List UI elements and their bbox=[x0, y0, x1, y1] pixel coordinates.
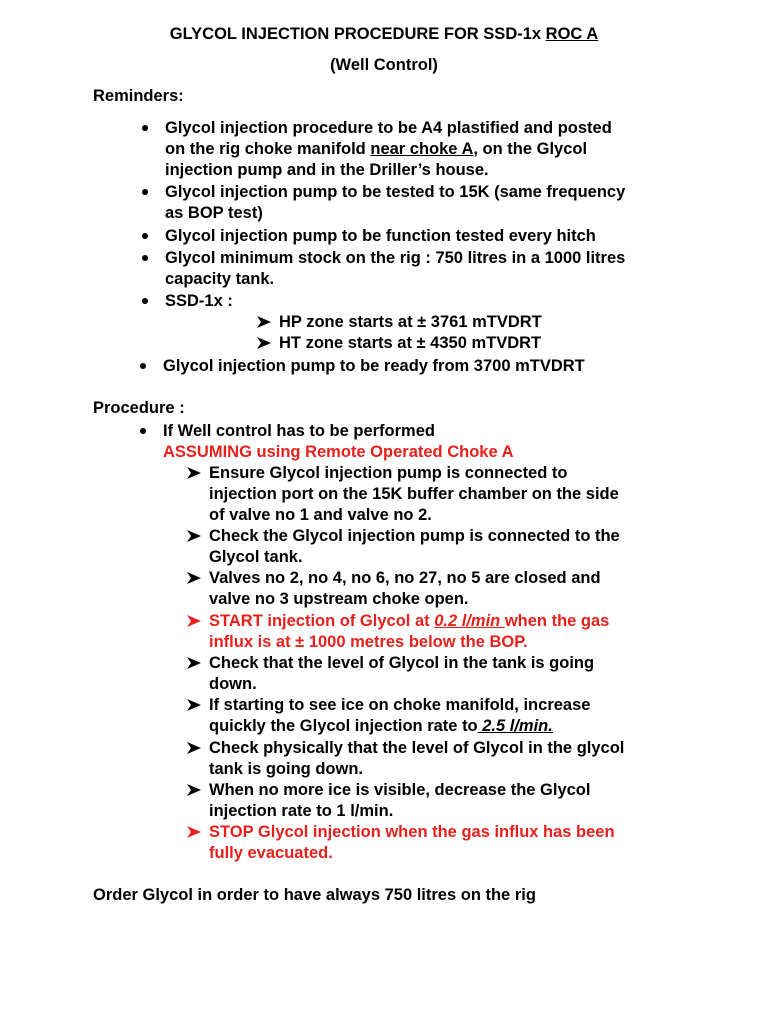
step-6-line-2: quickly the Glycol injection rate to 2.5 l/min. bbox=[209, 717, 553, 735]
bullet-icon bbox=[142, 298, 148, 304]
step-2-line-1: Check the Glycol injection pump is connected to the bbox=[209, 527, 620, 545]
arrowhead-icon bbox=[256, 336, 272, 350]
start-rate: 0.2 l/min bbox=[434, 612, 505, 630]
arrowhead-icon bbox=[186, 698, 202, 712]
reminder-3: Glycol injection pump to be function tested every hitch bbox=[165, 227, 596, 245]
arrowhead-icon bbox=[186, 466, 202, 480]
reminder-1-line-2: on the rig choke manifold near choke A, on the Glycol bbox=[165, 140, 588, 158]
step-5-line-1: Check that the level of Glycol in the tank is going bbox=[209, 654, 595, 672]
reminder-5: SSD-1x : bbox=[165, 292, 233, 310]
step-3-line-1: Valves no 2, no 4, no 6, no 27, no 5 are closed and bbox=[209, 569, 601, 587]
arrowhead-icon bbox=[186, 614, 202, 628]
reminder-4-line-2: capacity tank. bbox=[165, 270, 275, 288]
reminder-1-line-3: injection pump and in the Driller’s house. bbox=[165, 161, 489, 179]
step-3-line-2: valve no 3 upstream choke open. bbox=[209, 590, 469, 608]
arrowhead-icon bbox=[186, 741, 202, 755]
bullet-icon bbox=[142, 233, 148, 239]
reminder-4-line-1: Glycol minimum stock on the rig : 750 litres in a 1000 litres bbox=[165, 249, 626, 267]
document-subtitle: (Well Control) bbox=[330, 56, 438, 74]
title-text: GLYCOL INJECTION PROCEDURE FOR SSD-1x bbox=[169, 25, 546, 43]
step-9-line-1: STOP Glycol injection when the gas influx has been bbox=[209, 823, 615, 841]
footer-note: Order Glycol in order to have always 750 litres on the rig bbox=[93, 886, 536, 904]
step-5-line-2: down. bbox=[209, 675, 257, 693]
arrowhead-icon bbox=[186, 825, 202, 839]
step-2-line-2: Glycol tank. bbox=[209, 548, 303, 566]
procedure-intro: If Well control has to be performed bbox=[163, 422, 435, 440]
zone-ht: HT zone starts at ± 4350 mTVDRT bbox=[279, 334, 542, 352]
increase-rate: 2.5 l/min. bbox=[477, 717, 553, 735]
step-8-line-1: When no more ice is visible, decrease the Glycol bbox=[209, 781, 591, 799]
step-7-line-2: tank is going down. bbox=[209, 760, 363, 778]
document-title bbox=[0, 24, 768, 44]
arrowhead-icon bbox=[186, 529, 202, 543]
bullet-icon bbox=[142, 255, 148, 261]
arrowhead-icon bbox=[186, 656, 202, 670]
title-roc: ROC A bbox=[545, 25, 599, 43]
step-4-line-2: influx is at ± 1000 metres below the BOP. bbox=[209, 633, 528, 651]
arrowhead-icon bbox=[186, 571, 202, 585]
procedure-assumption: ASSUMING using Remote Operated Choke A bbox=[163, 443, 514, 461]
arrowhead-icon bbox=[186, 783, 202, 797]
bullet-icon bbox=[140, 363, 146, 369]
step-9-line-2: fully evacuated. bbox=[209, 844, 333, 862]
reminder-6: Glycol injection pump to be ready from 3700 mTVDRT bbox=[163, 357, 585, 375]
step-1-line-2: injection port on the 15K buffer chamber on the side bbox=[209, 485, 619, 503]
bullet-icon bbox=[142, 189, 148, 195]
reminder-2-line-2: as BOP test) bbox=[165, 204, 263, 222]
step-7-line-1: Check physically that the level of Glycol in the glycol bbox=[209, 739, 625, 757]
step-8-line-2: injection rate to 1 l/min. bbox=[209, 802, 394, 820]
step-4-line-1: START injection of Glycol at 0.2 l/min when the gas bbox=[209, 612, 610, 630]
step-6-line-1: If starting to see ice on choke manifold, increase bbox=[209, 696, 591, 714]
bullet-icon bbox=[142, 125, 148, 131]
procedure-heading: Procedure : bbox=[93, 399, 185, 417]
step-1-line-3: of valve no 1 and valve no 2. bbox=[209, 506, 432, 524]
reminders-heading: Reminders: bbox=[93, 87, 184, 105]
reminder-1-line-1: Glycol injection procedure to be A4 plastified and posted bbox=[165, 119, 612, 137]
bullet-icon bbox=[140, 428, 146, 434]
arrowhead-icon bbox=[256, 315, 272, 329]
near-choke-a: near choke A bbox=[370, 140, 474, 158]
reminder-2-line-1: Glycol injection pump to be tested to 15K (same frequency bbox=[165, 183, 626, 201]
zone-hp: HP zone starts at ± 3761 mTVDRT bbox=[279, 313, 542, 331]
step-1-line-1: Ensure Glycol injection pump is connected to bbox=[209, 464, 568, 482]
